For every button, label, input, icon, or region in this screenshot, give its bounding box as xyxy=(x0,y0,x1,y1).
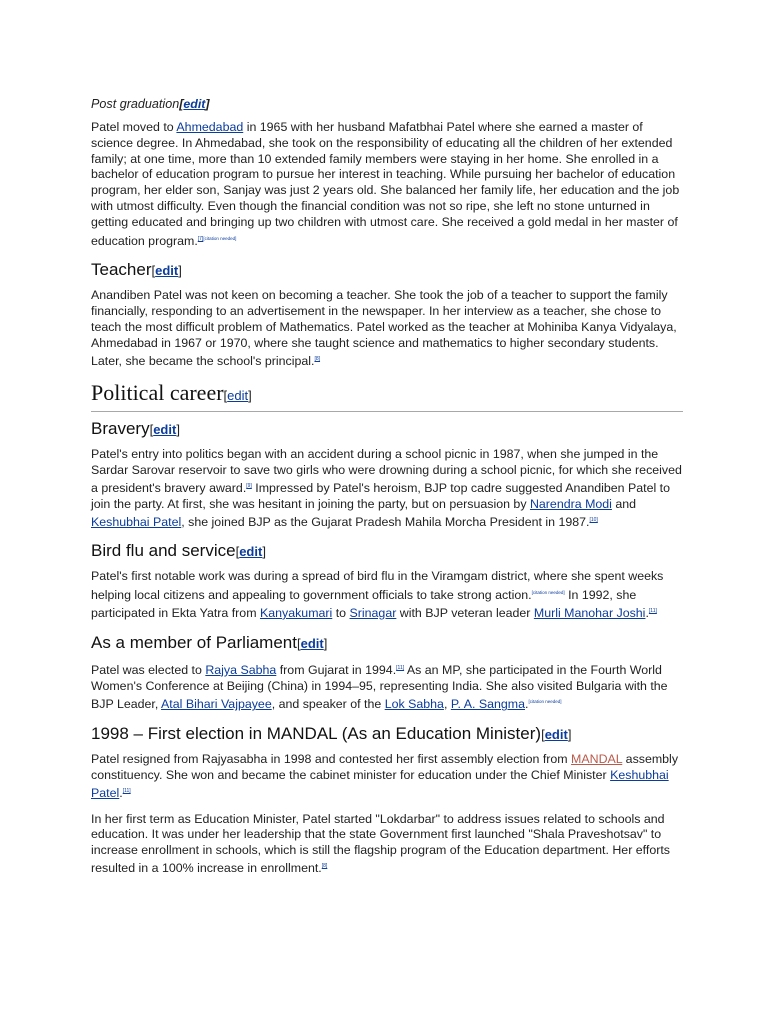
text: assembly constituency. She won and became the cabinet minister for education under the Chief Minister xyxy=(91,752,679,782)
edit-link-election-1998[interactable]: edit xyxy=(544,727,568,743)
citation-needed[interactable]: [citation needed] xyxy=(203,235,237,241)
teacher-title: Teacher xyxy=(91,260,152,280)
teacher-paragraph xyxy=(91,288,683,369)
text: , xyxy=(443,697,451,712)
link-ahmedabad[interactable]: Ahmedabad xyxy=(176,120,244,134)
political-career-heading: Political career[edit] xyxy=(91,379,683,412)
edit-link-teacher[interactable]: edit xyxy=(155,263,179,279)
link-keshubhai-patel[interactable]: Keshubhai Patel xyxy=(91,767,669,800)
post-graduation-paragraph xyxy=(91,120,683,249)
bird-flu-paragraph xyxy=(91,569,683,621)
post-graduation-heading: Post graduation[edit] xyxy=(91,97,210,111)
parliament-title: As a member of Parliament xyxy=(91,632,297,652)
text: In 1992, she participated in Ekta Yatra from xyxy=(91,588,637,620)
link-narendra-modi[interactable]: Narendra Modi xyxy=(529,496,612,511)
text: In her first term as Education Minister, Patel started "Lokdarbar" to address issues related to schools and education. It was under her leadership that the state Government first launched "Shala Praveshotsav" to increase enrollment in schools, which is still the flagship program of the Education department. Her efforts resulted in a 100% increase in enrollment. xyxy=(91,811,670,875)
reference-9[interactable]: [9] xyxy=(246,482,252,489)
bravery-paragraph xyxy=(91,447,683,530)
text: Anandiben Patel was not keen on becoming a teacher. She took the job of a teacher to support the family financially, responding to an advertisement in the newspaper. In her interview as a teacher, she chose to teach the most difficult problem of Mathematics. Patel worked as the teacher at Mohiniba Kanya Vidyalaya, Ahmedabad in 1967 or 1970, where she taught science and mathematics to higher secondary students. Later, she became the school's principal. xyxy=(91,288,677,368)
link-kanyakumari[interactable]: Kanyakumari xyxy=(259,605,333,620)
text: . xyxy=(525,697,529,712)
parliament-heading: As a member of Parliament[edit] xyxy=(91,632,328,652)
bravery-heading: Bravery[edit] xyxy=(91,419,180,439)
edit-link-political-career[interactable]: edit xyxy=(227,388,249,404)
text: Patel's first notable work was during a spread of bird flu in the Viramgam district, where she spent weeks helping local citizens and appealing to government officials to take strong action. xyxy=(91,569,664,603)
election-paragraph-2 xyxy=(91,812,683,877)
link-srinagar[interactable]: Srinagar xyxy=(349,605,397,620)
election-paragraph-1 xyxy=(91,752,683,801)
text: As an MP, she participated in the Fourth World Women's Conference at Beijing (China) in 1994–95, representing India. She also visited Bulgaria with the BJP Leader, xyxy=(91,662,668,712)
link-murli-manohar-joshi[interactable]: Murli Manohar Joshi xyxy=(533,605,646,620)
text: to xyxy=(332,605,350,620)
text: Patel moved to xyxy=(91,120,177,134)
edit-link-post-graduation[interactable]: edit xyxy=(183,97,206,111)
election-1998-heading: 1998 – First election in MANDAL (As an Education Minister)[edit] xyxy=(91,724,572,744)
link-lok-sabha[interactable]: Lok Sabha xyxy=(384,697,444,712)
text: , and speaker of the xyxy=(271,697,385,712)
election-1998-title: 1998 – First election in MANDAL (As an Education Minister) xyxy=(91,724,542,744)
citation-needed[interactable]: [citation needed] xyxy=(531,590,565,596)
parliament-paragraph xyxy=(91,661,683,713)
link-pa-sangma[interactable]: P. A. Sangma xyxy=(450,697,525,712)
reference-8[interactable]: [8] xyxy=(314,355,321,362)
text: Patel was elected to xyxy=(91,662,206,677)
text: in 1965 with her husband Mafatbhai Patel where she earned a master of science degree. In Ahmedabad, she took on the responsibility of educating all the children of her extended family; at one time, more than 10 extended family members were staying in her home. She enrolled in a bachelor of education program to pursue her interest in teaching. While pursuing her bachelor of education program, her elder son, Sanjay was just 2 years old. She balanced her family life, her education and the job with utmost difficulty. Even though the financial condition was not so ripe, she left no stone unturned in getting educated and bringing up two children with utmost care. She received a gold medal in her master of education program. xyxy=(91,120,680,248)
reference-11[interactable]: [11] xyxy=(396,664,405,671)
text: . xyxy=(645,605,649,620)
reference-8[interactable]: [8] xyxy=(321,862,328,869)
bravery-title: Bravery xyxy=(91,419,150,439)
edit-link-bird-flu[interactable]: edit xyxy=(239,544,263,560)
political-career-title: Political career xyxy=(91,380,224,406)
citation-needed[interactable]: [citation needed] xyxy=(528,699,562,705)
bird-flu-title: Bird flu and service xyxy=(91,541,236,561)
text: with BJP veteran leader xyxy=(396,605,534,620)
reference-10[interactable]: [10] xyxy=(589,516,598,523)
text: Patel resigned from Rajyasabha in 1998 and contested her first assembly election from xyxy=(91,752,572,767)
edit-link-parliament[interactable]: edit xyxy=(300,635,324,651)
bird-flu-heading: Bird flu and service[edit] xyxy=(91,541,266,561)
reference-11[interactable]: [11] xyxy=(648,607,657,614)
teacher-heading: Teacher[edit] xyxy=(91,260,182,280)
text: , she joined BJP as the Gujarat Pradesh Mahila Morcha President in 1987. xyxy=(181,514,590,529)
text: Patel's entry into politics began with an accident during a school picnic in 1987, when she jumped in the Sardar Sarovar reservoir to save two girls who were drowning during a school picnic, for which she received a president's bravery award. xyxy=(91,447,682,495)
link-keshubhai-patel[interactable]: Keshubhai Patel xyxy=(91,514,182,529)
reference-11[interactable]: [11] xyxy=(122,787,131,794)
link-mandal[interactable]: MANDAL xyxy=(571,752,623,767)
post-graduation-title: Post graduation xyxy=(91,97,180,111)
text: . xyxy=(119,785,123,800)
link-rajya-sabha[interactable]: Rajya Sabha xyxy=(205,662,277,677)
text: from Gujarat in 1994. xyxy=(276,662,397,677)
article-content xyxy=(91,96,683,887)
edit-link-bravery[interactable]: edit xyxy=(153,422,177,438)
text: Impressed by Patel's heroism, BJP top cadre suggested Anandiben Patel to join the party. At first, she was hesitant in joining the party, but on persuasion by xyxy=(91,480,670,511)
reference-7[interactable]: [7] xyxy=(197,235,204,242)
link-atal-bihari-vajpayee[interactable]: Atal Bihari Vajpayee xyxy=(161,697,272,712)
text: and xyxy=(611,496,637,511)
